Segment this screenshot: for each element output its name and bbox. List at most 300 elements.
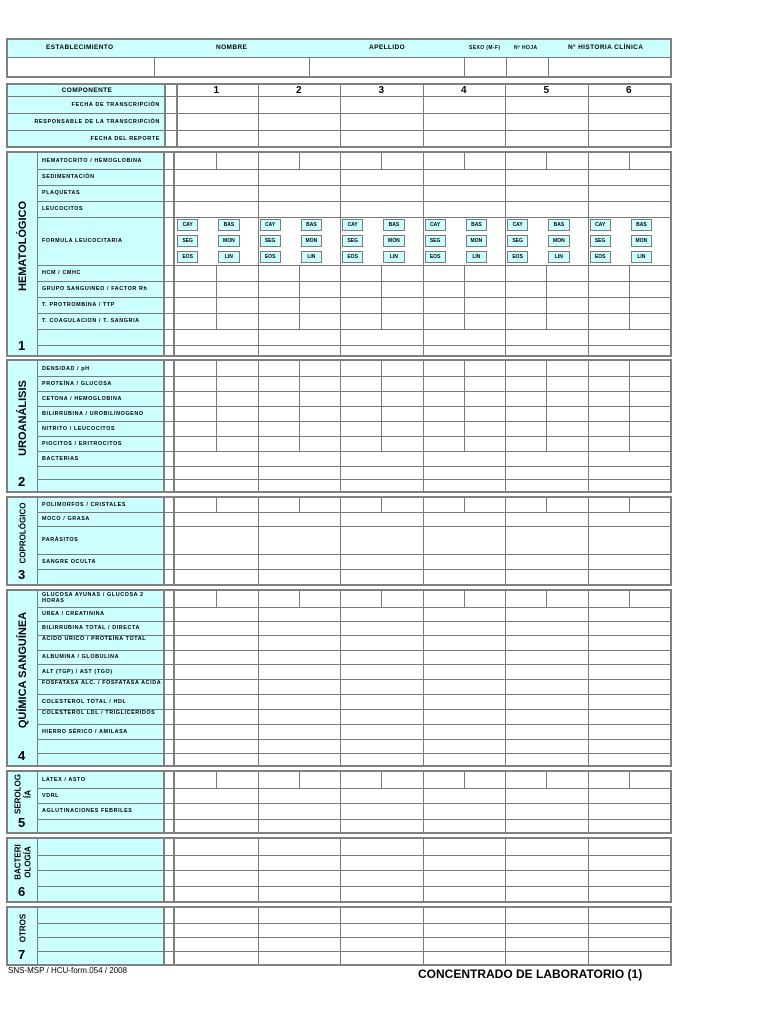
formula-value-input[interactable] (407, 235, 423, 247)
result-cell[interactable] (505, 512, 588, 526)
formula-value-input[interactable] (242, 235, 258, 247)
half-divider (381, 153, 382, 169)
result-cell[interactable] (505, 819, 588, 832)
result-cell[interactable] (258, 621, 341, 635)
result-cell[interactable] (588, 650, 671, 664)
componente-label-column (8, 85, 166, 146)
result-cell[interactable] (588, 466, 671, 479)
result-cell[interactable] (423, 937, 506, 951)
result-cell[interactable] (175, 621, 258, 635)
grid-line (258, 85, 259, 146)
result-cell[interactable] (588, 526, 671, 554)
result-cell[interactable] (175, 679, 258, 694)
result-cell[interactable] (340, 739, 423, 753)
result-cell[interactable] (588, 679, 671, 694)
result-cell[interactable] (505, 908, 588, 923)
result-cell[interactable] (505, 803, 588, 819)
row-label: PLAQUETAS (42, 190, 81, 196)
result-cell[interactable] (175, 512, 258, 526)
result-cell[interactable] (588, 554, 671, 569)
result-cell[interactable] (340, 886, 423, 901)
result-cell[interactable] (258, 554, 341, 569)
result-cell[interactable] (505, 923, 588, 937)
result-cell[interactable] (258, 569, 341, 584)
result-cell[interactable] (588, 169, 671, 185)
half-divider (216, 591, 217, 607)
result-cell[interactable] (588, 870, 671, 886)
result-cell[interactable] (340, 451, 423, 466)
formula-value-input[interactable] (530, 235, 546, 247)
result-cell[interactable] (340, 554, 423, 569)
result-cell[interactable] (175, 554, 258, 569)
result-cell[interactable] (423, 694, 506, 709)
result-cell[interactable] (505, 664, 588, 679)
result-cell[interactable] (505, 185, 588, 201)
result-cell[interactable] (588, 951, 671, 964)
formula-value-input[interactable] (572, 219, 588, 231)
result-cell[interactable] (340, 526, 423, 554)
result-cell[interactable] (505, 679, 588, 694)
result-cell[interactable] (423, 169, 506, 185)
result-cell[interactable] (340, 753, 423, 765)
establecimiento-field[interactable] (8, 58, 155, 77)
result-cell[interactable] (588, 709, 671, 724)
column-divider (340, 153, 341, 355)
result-cell[interactable] (588, 819, 671, 832)
result-cell[interactable] (258, 951, 341, 964)
result-cell[interactable] (258, 512, 341, 526)
result-cell[interactable] (505, 694, 588, 709)
result-cell[interactable] (423, 923, 506, 937)
result-cell[interactable] (505, 753, 588, 765)
result-cell[interactable] (423, 569, 506, 584)
result-cell[interactable] (175, 819, 258, 832)
result-cell[interactable] (340, 724, 423, 739)
result-cell[interactable] (340, 512, 423, 526)
result-cell[interactable] (505, 839, 588, 855)
formula-value-input[interactable] (613, 219, 629, 231)
result-cell[interactable] (423, 607, 506, 621)
result-cell[interactable] (340, 788, 423, 803)
result-cell[interactable] (175, 803, 258, 819)
column-number: 1 (213, 85, 220, 96)
result-cell[interactable] (175, 855, 258, 870)
result-cell[interactable] (340, 937, 423, 951)
result-cell[interactable] (588, 937, 671, 951)
result-cell[interactable] (505, 451, 588, 466)
result-cell[interactable] (340, 607, 423, 621)
result-cell[interactable] (258, 201, 341, 217)
result-cell[interactable] (175, 839, 258, 855)
apellido-field[interactable] (310, 58, 465, 77)
result-cell[interactable] (175, 937, 258, 951)
header-input-row (8, 57, 670, 76)
section-title-wrap (8, 361, 38, 475)
result-cell[interactable] (258, 607, 341, 621)
result-cell[interactable] (588, 855, 671, 870)
formula-value-input[interactable] (200, 235, 216, 247)
result-cell[interactable] (175, 169, 258, 185)
result-cell[interactable] (423, 855, 506, 870)
result-cell[interactable] (258, 185, 341, 201)
result-cell[interactable] (340, 345, 423, 355)
column-divider (588, 839, 589, 901)
result-cell[interactable] (340, 923, 423, 937)
row-label: FORMULA LEUCOCITARIA (42, 238, 123, 244)
half-divider (464, 498, 465, 512)
result-cell[interactable] (340, 839, 423, 855)
formula-value-input[interactable] (407, 219, 423, 231)
result-cell[interactable] (423, 201, 506, 217)
result-cell[interactable] (340, 679, 423, 694)
result-cell[interactable] (175, 185, 258, 201)
result-cell[interactable] (175, 345, 258, 355)
result-cell[interactable] (258, 803, 341, 819)
result-cell[interactable] (175, 739, 258, 753)
result-cell[interactable] (423, 908, 506, 923)
result-cell[interactable] (588, 512, 671, 526)
result-cell[interactable] (423, 512, 506, 526)
result-cell[interactable] (588, 201, 671, 217)
half-divider (299, 591, 300, 607)
result-cell[interactable] (505, 724, 588, 739)
formula-value-input[interactable] (572, 235, 588, 247)
formula-value-input[interactable] (654, 251, 670, 263)
row-label: T. PROTROMBINA / TTP (42, 302, 115, 308)
formula-label: MON (388, 238, 400, 244)
result-cell[interactable] (505, 526, 588, 554)
result-cell[interactable] (423, 466, 506, 479)
result-cell[interactable] (505, 937, 588, 951)
result-cell[interactable] (505, 788, 588, 803)
result-cell[interactable] (258, 886, 341, 901)
section-title: SEROLOG (13, 773, 23, 815)
result-cell[interactable] (340, 650, 423, 664)
nombre-field[interactable] (155, 58, 310, 77)
result-cell[interactable] (423, 185, 506, 201)
formula-value-input[interactable] (324, 235, 340, 247)
half-divider (464, 265, 465, 281)
formula-value-input[interactable] (489, 251, 505, 263)
result-cell[interactable] (258, 479, 341, 491)
column-divider (340, 839, 341, 901)
result-cell[interactable] (340, 635, 423, 650)
result-cell[interactable] (588, 923, 671, 937)
formula-value-input[interactable] (530, 251, 546, 263)
result-cell[interactable] (258, 709, 341, 724)
half-divider (546, 391, 547, 406)
result-cell[interactable] (340, 694, 423, 709)
result-cell[interactable] (340, 870, 423, 886)
result-cell[interactable] (588, 607, 671, 621)
header-sexo: SEXO (M-F) (469, 45, 501, 51)
result-cell[interactable] (505, 169, 588, 185)
row-label: COLESTEROL LDL / TRIGLICÉRIDOS (42, 710, 156, 716)
result-cell[interactable] (340, 329, 423, 345)
result-cell[interactable] (423, 329, 506, 345)
result-cell[interactable] (175, 329, 258, 345)
result-cell[interactable] (588, 569, 671, 584)
result-cell[interactable] (505, 870, 588, 886)
result-cell[interactable] (588, 694, 671, 709)
formula-value-input[interactable] (365, 235, 381, 247)
result-cell[interactable] (423, 739, 506, 753)
result-cell[interactable] (175, 650, 258, 664)
result-cell[interactable] (588, 908, 671, 923)
result-cell[interactable] (175, 886, 258, 901)
result-cell[interactable] (588, 451, 671, 466)
result-cell[interactable] (175, 923, 258, 937)
formula-value-input[interactable] (654, 235, 670, 247)
result-cell[interactable] (423, 819, 506, 832)
grid-line (8, 96, 175, 97)
result-cell[interactable] (588, 345, 671, 355)
result-cell[interactable] (340, 709, 423, 724)
result-cell[interactable] (340, 819, 423, 832)
half-divider (629, 591, 630, 607)
result-cell[interactable] (505, 650, 588, 664)
half-divider (464, 421, 465, 436)
column-divider (423, 908, 424, 964)
half-divider (546, 498, 547, 512)
result-cell[interactable] (588, 803, 671, 819)
result-cell[interactable] (423, 709, 506, 724)
result-cell[interactable] (423, 870, 506, 886)
result-cell[interactable] (588, 753, 671, 765)
row-label: BILIRRUBINA TOTAL / DIRECTA (42, 625, 140, 631)
result-cell[interactable] (258, 694, 341, 709)
result-cell[interactable] (588, 479, 671, 491)
result-cell[interactable] (258, 169, 341, 185)
result-cell[interactable] (258, 739, 341, 753)
result-cell[interactable] (340, 664, 423, 679)
result-cell[interactable] (175, 607, 258, 621)
result-cell[interactable] (175, 664, 258, 679)
section-title: BACTERI (13, 844, 23, 880)
formula-value-input[interactable] (448, 251, 464, 263)
result-cell[interactable] (175, 569, 258, 584)
formula-value-input[interactable] (572, 251, 588, 263)
section-title: HEMATOLÓGICO (17, 200, 29, 292)
result-cell[interactable] (505, 709, 588, 724)
result-cell[interactable] (505, 569, 588, 584)
result-cell[interactable] (175, 788, 258, 803)
formula-value-input[interactable] (200, 219, 216, 231)
result-cell[interactable] (258, 855, 341, 870)
result-cell[interactable] (423, 451, 506, 466)
result-cell[interactable] (258, 839, 341, 855)
formula-value-input[interactable] (613, 251, 629, 263)
result-cell[interactable] (340, 621, 423, 635)
result-cell[interactable] (340, 908, 423, 923)
result-cell[interactable] (175, 870, 258, 886)
result-cell[interactable] (258, 345, 341, 355)
result-cell[interactable] (505, 951, 588, 964)
result-cell[interactable] (588, 664, 671, 679)
section-number: 1 (18, 338, 26, 353)
sexo-field[interactable] (465, 58, 507, 77)
formula-value-input[interactable] (200, 251, 216, 263)
result-cell[interactable] (258, 923, 341, 937)
formula-value-input[interactable] (283, 251, 299, 263)
formula-value-input[interactable] (365, 251, 381, 263)
result-cell[interactable] (588, 635, 671, 650)
result-cell[interactable] (175, 451, 258, 466)
formula-label: CAY (512, 222, 523, 228)
column-divider (258, 153, 259, 355)
column-divider (588, 908, 589, 964)
result-cell[interactable] (423, 345, 506, 355)
half-divider (546, 406, 547, 421)
result-cell[interactable] (423, 526, 506, 554)
result-cell[interactable] (588, 621, 671, 635)
result-cell[interactable] (340, 466, 423, 479)
result-cell[interactable] (588, 329, 671, 345)
result-cell[interactable] (588, 739, 671, 753)
result-cell[interactable] (505, 621, 588, 635)
result-cell[interactable] (340, 855, 423, 870)
result-cell[interactable] (258, 526, 341, 554)
result-cell[interactable] (423, 621, 506, 635)
result-cell[interactable] (340, 201, 423, 217)
half-divider (381, 361, 382, 376)
formula-value-input[interactable] (654, 219, 670, 231)
result-cell[interactable] (423, 679, 506, 694)
formula-value-input[interactable] (448, 219, 464, 231)
result-cell[interactable] (258, 724, 341, 739)
result-cell[interactable] (423, 951, 506, 964)
result-cell[interactable] (340, 185, 423, 201)
result-cell[interactable] (423, 724, 506, 739)
result-cell[interactable] (258, 753, 341, 765)
result-cell[interactable] (258, 788, 341, 803)
formula-value-input[interactable] (242, 219, 258, 231)
result-cell[interactable] (258, 635, 341, 650)
formula-value-input[interactable] (283, 219, 299, 231)
result-cell[interactable] (175, 724, 258, 739)
result-cell[interactable] (258, 819, 341, 832)
result-cell[interactable] (175, 201, 258, 217)
row-label: NITRITO / LEUCOCITOS (42, 425, 116, 432)
result-cell[interactable] (505, 466, 588, 479)
result-cell[interactable] (258, 664, 341, 679)
result-cell[interactable] (423, 664, 506, 679)
half-divider (381, 436, 382, 451)
grid-line (8, 113, 175, 114)
result-cell[interactable] (258, 679, 341, 694)
componente-row-label: FECHA DEL REPORTE (90, 136, 160, 142)
result-cell[interactable] (175, 526, 258, 554)
half-divider (381, 376, 382, 391)
formula-value-input[interactable] (489, 219, 505, 231)
result-cell[interactable] (505, 855, 588, 870)
result-cell[interactable] (588, 185, 671, 201)
result-cell[interactable] (423, 554, 506, 569)
result-cell[interactable] (505, 635, 588, 650)
header-apellido: APELLIDO (369, 44, 406, 51)
result-cell[interactable] (588, 839, 671, 855)
column-divider (505, 839, 506, 901)
result-cell[interactable] (175, 908, 258, 923)
result-cell[interactable] (175, 951, 258, 964)
half-divider (546, 297, 547, 313)
result-cell[interactable] (258, 650, 341, 664)
result-cell[interactable] (175, 694, 258, 709)
formula-value-input[interactable] (613, 235, 629, 247)
result-cell[interactable] (505, 201, 588, 217)
formula-label: BAS (306, 222, 317, 228)
formula-value-input[interactable] (324, 251, 340, 263)
result-cell[interactable] (340, 169, 423, 185)
half-divider (546, 421, 547, 436)
half-divider (464, 313, 465, 329)
result-cell[interactable] (505, 345, 588, 355)
section-title-wrap (8, 153, 38, 339)
result-cell[interactable] (588, 886, 671, 901)
result-cell[interactable] (340, 479, 423, 491)
result-cell[interactable] (258, 329, 341, 345)
half-divider (464, 391, 465, 406)
result-cell[interactable] (423, 839, 506, 855)
result-cell[interactable] (175, 479, 258, 491)
result-cell[interactable] (340, 569, 423, 584)
result-cell[interactable] (505, 329, 588, 345)
formula-value-input[interactable] (530, 219, 546, 231)
result-cell[interactable] (258, 908, 341, 923)
half-divider (629, 313, 630, 329)
result-cell[interactable] (505, 739, 588, 753)
result-cell[interactable] (423, 886, 506, 901)
result-cell[interactable] (423, 650, 506, 664)
result-cell[interactable] (258, 451, 341, 466)
result-cell[interactable] (175, 466, 258, 479)
result-cell[interactable] (505, 886, 588, 901)
result-cell[interactable] (505, 554, 588, 569)
result-cell[interactable] (423, 753, 506, 765)
formula-value-input[interactable] (242, 251, 258, 263)
formula-value-input[interactable] (489, 235, 505, 247)
result-cell[interactable] (423, 803, 506, 819)
hoja-field[interactable] (507, 58, 549, 77)
result-cell[interactable] (258, 937, 341, 951)
result-cell[interactable] (505, 607, 588, 621)
result-cell[interactable] (588, 724, 671, 739)
result-cell[interactable] (423, 788, 506, 803)
result-cell[interactable] (175, 753, 258, 765)
column-divider (258, 908, 259, 964)
result-cell[interactable] (175, 635, 258, 650)
formula-value-input[interactable] (365, 219, 381, 231)
formula-value-input[interactable] (283, 235, 299, 247)
result-cell[interactable] (423, 479, 506, 491)
result-cell[interactable] (258, 466, 341, 479)
section-title-wrap (8, 498, 38, 568)
row-label: DENSIDAD / pH (42, 365, 90, 372)
row-label: VDRL (42, 792, 60, 799)
result-cell[interactable] (423, 635, 506, 650)
historia-field[interactable] (549, 58, 670, 77)
formula-value-input[interactable] (407, 251, 423, 263)
result-cell[interactable] (340, 803, 423, 819)
formula-value-input[interactable] (324, 219, 340, 231)
result-cell[interactable] (505, 479, 588, 491)
formula-value-input[interactable] (448, 235, 464, 247)
result-cell[interactable] (588, 788, 671, 803)
half-divider (464, 772, 465, 788)
result-cell[interactable] (340, 951, 423, 964)
result-cell[interactable] (258, 870, 341, 886)
result-cell[interactable] (175, 709, 258, 724)
